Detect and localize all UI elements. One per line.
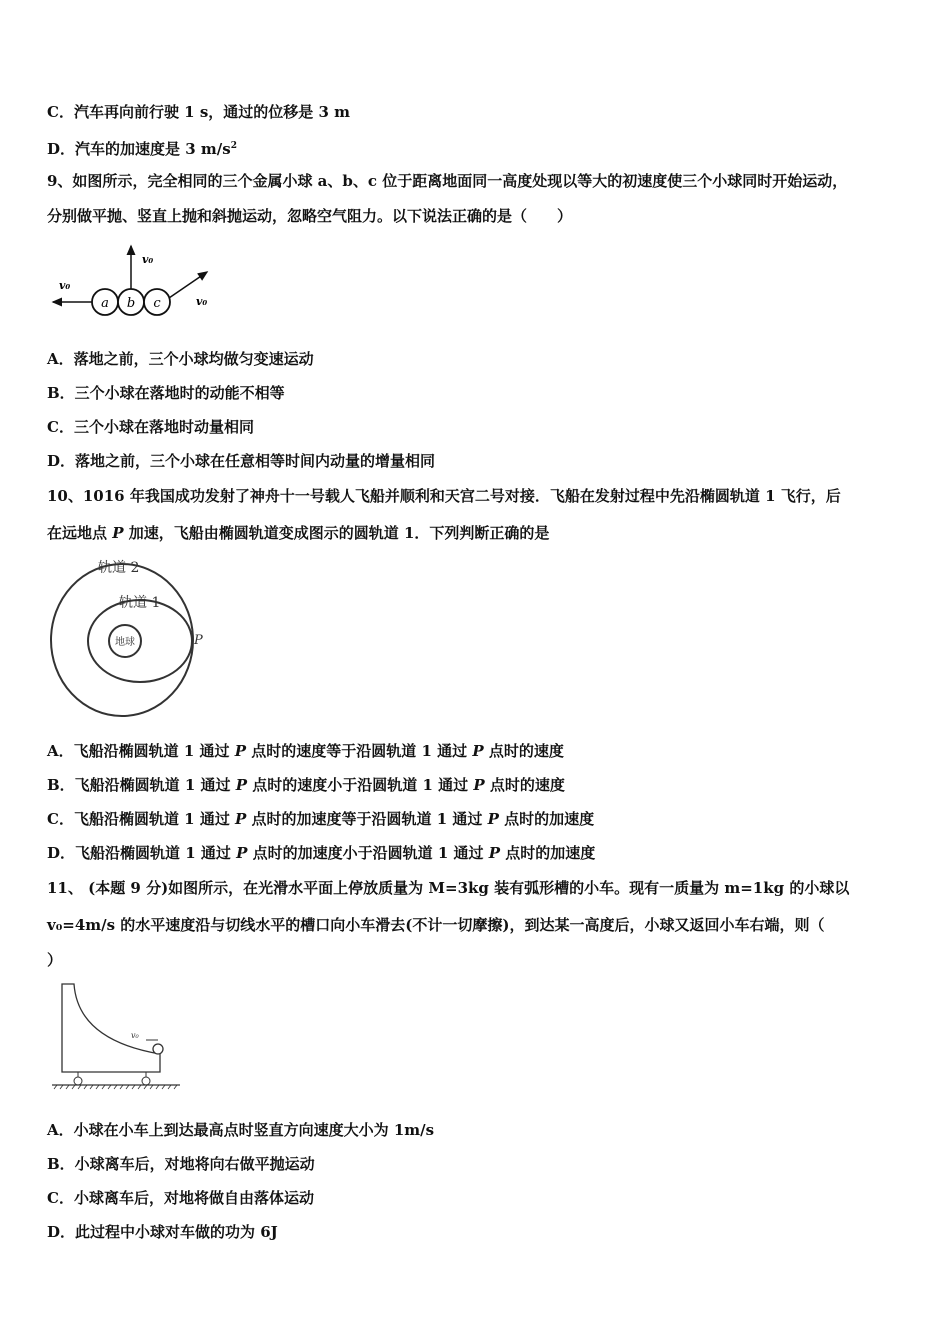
q8-option-d [47,136,237,159]
q9-option-a: A．落地之前，三个小球均做匀变速运动 [47,350,314,368]
opt-text: 点时的加速度等于沿圆轨道 1 通过 [246,810,488,828]
opt-p: P [235,776,248,794]
q11-option-a: A．小球在小车上到达最高点时竖直方向速度大小为 1m/s [47,1121,435,1139]
opt-text: A．飞船沿椭圆轨道 1 通过 [47,742,235,760]
ball-a-label: a [101,296,109,311]
q11-stem-line1: 11、 (本题 9 分)如图所示，在光滑水平面上停放质量为 M=3kg 装有弧形槽的小车。现有一质量为 m=1kg 的小球以 [47,879,850,897]
v0-left-label: v₀ [59,279,71,292]
point-p-label: P [194,633,203,648]
opt-p: P [473,776,485,794]
opt-text: 点时的速度 [483,742,564,760]
q11-stem-line3: ） [47,951,63,969]
opt-text: 点时的速度 [484,776,565,794]
orbit-2-label: 轨道 2 [98,560,140,576]
q8-option-d-text: D．汽车的加速度是 3 m/s [47,140,231,158]
opt-text: 点时的加速度 [500,844,596,862]
q11-option-b: B．小球离车后，对地将向右做平抛运动 [47,1155,315,1173]
q10-option-c [47,809,594,829]
opt-text: C．飞船沿椭圆轨道 1 通过 [47,810,236,828]
opt-text: B．飞船沿椭圆轨道 1 通过 [47,776,236,794]
q9-stem-line1: 9、如图所示，完全相同的三个金属小球 a、b、c 位于距离地面同一高度处现以等大的初速度使三个小球同时开始运动， [47,172,848,190]
q10-stem-text-b: 加速，飞船由椭圆轨道变成图示的圆轨道 1．下列判断正确的是 [123,524,550,542]
q10-option-b [47,775,565,795]
earth-label: 地球 [115,637,135,648]
q11-option-d: D．此过程中小球对车做的功为 6J [47,1223,278,1241]
opt-text: 点时的加速度小于沿圆轨道 1 通过 [247,844,489,862]
v0-up-label: v₀ [142,253,154,266]
v0-label: v₀ [131,1031,139,1040]
opt-p: P [235,810,247,828]
opt-p: P [236,844,248,862]
q9-option-d: D．落地之前，三个小球在任意相等时间内动量的增量相同 [47,452,436,470]
opt-p: P [234,742,247,760]
v0-right-label: v₀ [196,295,208,308]
q10-stem-line2 [47,523,549,543]
opt-text: 点时的加速度 [498,810,595,828]
q8-option-c: C．汽车再向前行驶 1 s，通过的位移是 3 m [47,103,351,121]
q10-figure-orbits [44,552,214,722]
orbit-1-label: 轨道 1 [119,595,161,611]
q11-option-c: C．小球离车后，对地将做自由落体运动 [47,1189,314,1207]
opt-p: P [488,844,501,862]
ball-b-label: b [126,296,136,311]
opt-p: P [487,810,499,828]
opt-text: 点时的速度等于沿圆轨道 1 通过 [246,742,473,760]
opt-text: 点时的速度小于沿圆轨道 1 通过 [247,776,474,794]
q10-option-a [47,741,564,761]
q10-stem-line1: 10、1016 年我国成功发射了神舟十一号载人飞船并顺利和天宫二号对接．飞船在发射过程中先沿椭圆轨道 1 飞行，后 [47,487,841,505]
q10-point-p: P [112,524,124,542]
q10-stem-text-a: 在远地点 [47,524,113,542]
q9-figure-balls [45,240,225,325]
q9-stem-line2: 分别做平抛、竖直上抛和斜抛运动，忽略空气阻力。以下说法正确的是（ ） [47,207,573,225]
ball-c-label: c [153,296,161,311]
opt-text: D．飞船沿椭圆轨道 1 通过 [47,844,237,862]
opt-p: P [472,742,484,760]
q11-stem-line2: v₀=4m/s 的水平速度沿与切线水平的槽口向小车滑去(不计一切摩擦)，到达某一高度后，小球又返回小车右端，则（ [47,916,825,934]
q11-figure-cart [48,980,188,1090]
q9-option-b: B．三个小球在落地时的动能不相等 [47,384,285,402]
q8-option-d-sup: 2 [230,141,237,151]
q10-option-d [47,843,595,863]
q9-option-c: C．三个小球在落地时动量相同 [47,418,254,436]
